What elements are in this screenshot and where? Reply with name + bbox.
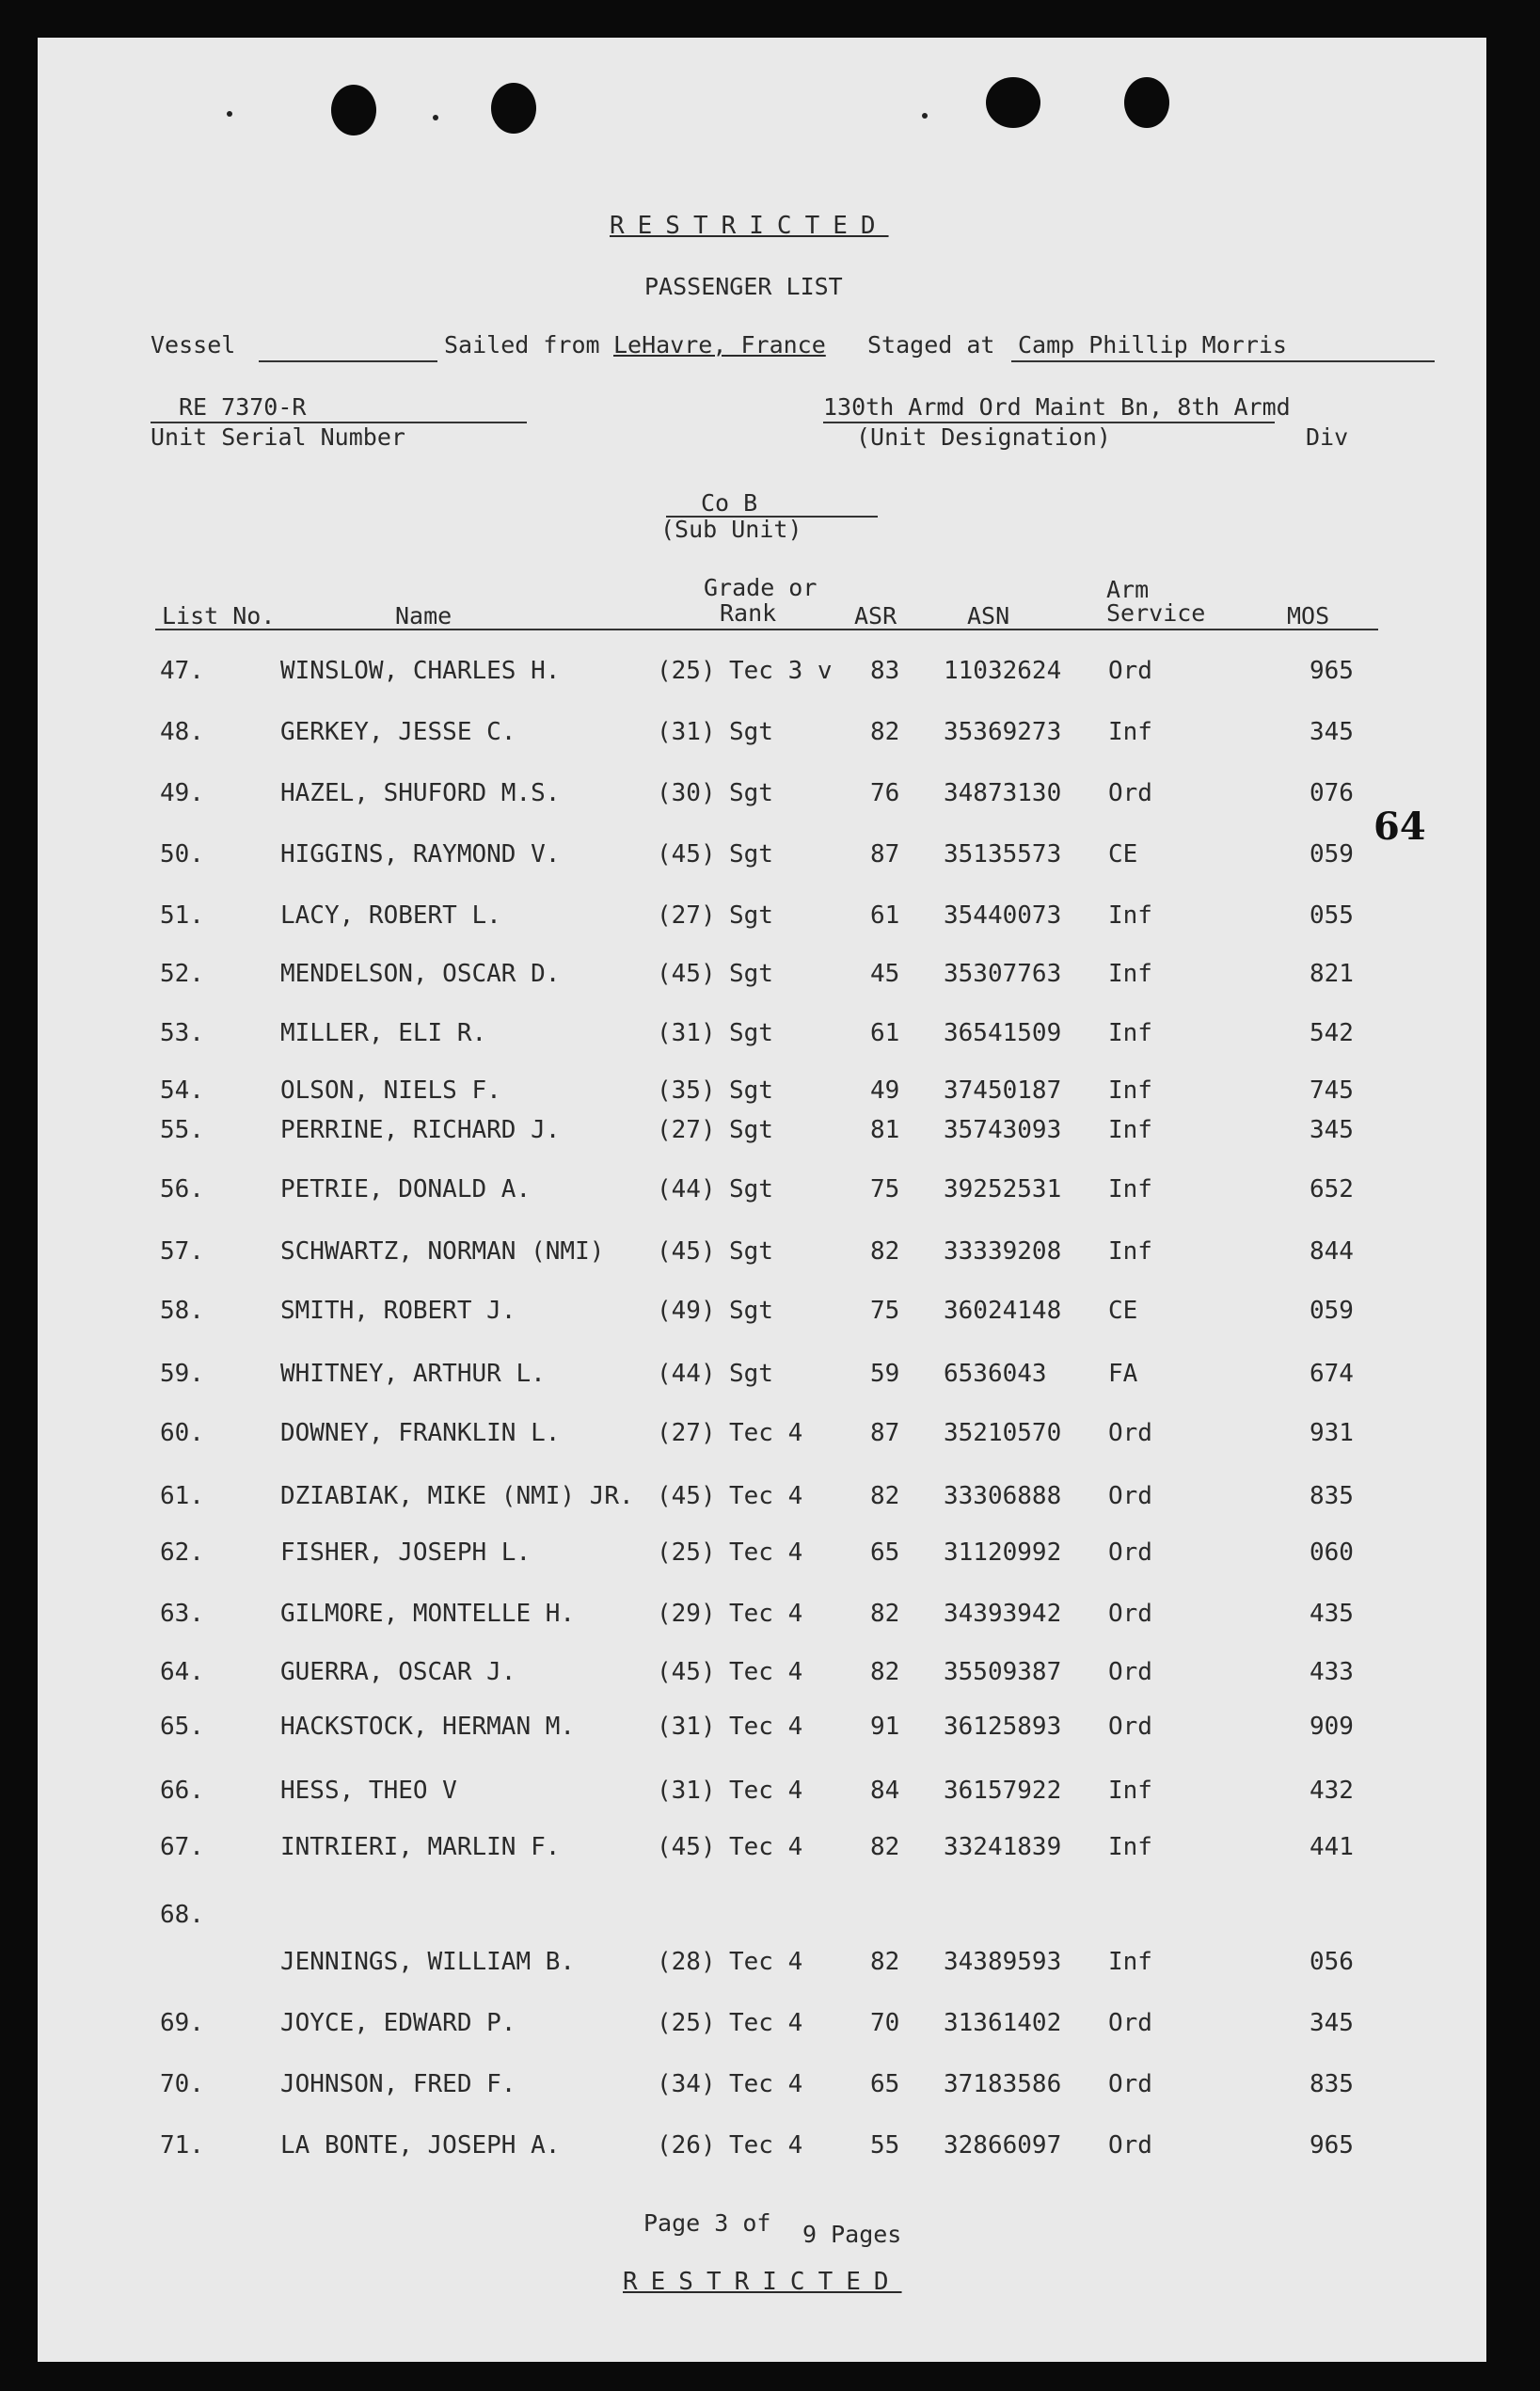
mos-code: 931: [1310, 1419, 1354, 1447]
passenger-name: LA BONTE, JOSEPH A.: [280, 2131, 561, 2160]
table-row: [38, 901, 1486, 939]
passenger-name: MENDELSON, OSCAR D.: [280, 960, 561, 988]
column-header-rule: [155, 629, 1378, 630]
list-number: 56.: [160, 1175, 204, 1203]
passenger-age: (31): [657, 1777, 716, 1805]
passenger-age: (31): [657, 1713, 716, 1741]
list-number: 66.: [160, 1777, 204, 1805]
table-row: [38, 2131, 1486, 2169]
mos-code: 432: [1310, 1777, 1354, 1805]
grade-rank: Sgt: [729, 960, 773, 988]
list-number: 48.: [160, 718, 204, 746]
passenger-name: DZIABIAK, MIKE (NMI) JR.: [280, 1482, 634, 1510]
vessel-label: Vessel: [151, 331, 236, 359]
arm-service: CE: [1108, 1297, 1138, 1325]
table-row: [38, 1600, 1486, 1637]
list-number: 69.: [160, 2009, 204, 2037]
asr-score: 82: [870, 1237, 900, 1266]
col-header-grade-line1: Grade or: [704, 574, 818, 601]
passenger-name: WINSLOW, CHARLES H.: [280, 657, 561, 685]
list-number: 53.: [160, 1019, 204, 1047]
asr-score: 65: [870, 2070, 900, 2098]
passenger-name: HAZEL, SHUFORD M.S.: [280, 779, 561, 807]
table-row: [38, 2070, 1486, 2108]
grade-rank: Tec 4: [729, 1777, 803, 1805]
passenger-age: (44): [657, 1360, 716, 1388]
table-row: [38, 718, 1486, 756]
mos-code: 433: [1310, 1658, 1354, 1686]
grade-rank: Tec 4: [729, 1538, 803, 1567]
punch-hole: [491, 83, 536, 134]
grade-rank: Sgt: [729, 1297, 773, 1325]
mos-code: 844: [1310, 1237, 1354, 1266]
sailed-from-value: LeHavre, France: [613, 331, 826, 359]
grade-rank: Sgt: [729, 840, 773, 869]
grade-rank: Tec 4: [729, 2131, 803, 2160]
passenger-name: SMITH, ROBERT J.: [280, 1297, 516, 1325]
staged-at-value: Camp Phillip Morris: [1018, 331, 1287, 359]
asr-score: 45: [870, 960, 900, 988]
mos-code: 674: [1310, 1360, 1354, 1388]
grade-rank: Tec 4: [729, 1833, 803, 1861]
table-row: [38, 1419, 1486, 1457]
grade-rank: Sgt: [729, 1116, 773, 1144]
restricted-heading-top: RESTRICTED: [610, 212, 889, 240]
arm-service: Inf: [1108, 1237, 1152, 1266]
list-number: 68.: [160, 1901, 204, 1929]
asr-score: 70: [870, 2009, 900, 2037]
list-number: 71.: [160, 2131, 204, 2160]
passenger-age: (29): [657, 1600, 716, 1628]
table-row: [38, 1901, 1486, 1985]
grade-rank: Tec 4: [729, 1658, 803, 1686]
army-serial-number: 36541509: [944, 1019, 1062, 1047]
list-number: 63.: [160, 1600, 204, 1628]
document-page: [38, 38, 1486, 2362]
table-row: [38, 1116, 1486, 1154]
passenger-age: (25): [657, 2009, 716, 2037]
passenger-age: (31): [657, 718, 716, 746]
passenger-name: GERKEY, JESSE C.: [280, 718, 516, 746]
vessel-field-line: [259, 360, 437, 362]
asr-score: 82: [870, 1482, 900, 1510]
arm-service: Ord: [1108, 1482, 1152, 1510]
table-row: [38, 1237, 1486, 1275]
army-serial-number: 33241839: [944, 1833, 1062, 1861]
col-header-arm-line1: Arm: [1106, 576, 1150, 603]
table-row: [38, 1482, 1486, 1520]
army-serial-number: 35509387: [944, 1658, 1062, 1686]
col-header-arm-line2: Service: [1106, 599, 1206, 627]
asr-score: 49: [870, 1076, 900, 1105]
passenger-name: GUERRA, OSCAR J.: [280, 1658, 516, 1686]
army-serial-number: 35135573: [944, 840, 1062, 869]
army-serial-number: 36125893: [944, 1713, 1062, 1741]
passenger-age: (45): [657, 1482, 716, 1510]
asr-score: 87: [870, 840, 900, 869]
mos-code: 055: [1310, 901, 1354, 930]
passenger-age: (31): [657, 1019, 716, 1047]
asr-score: 75: [870, 1175, 900, 1203]
asr-score: 87: [870, 1419, 900, 1447]
army-serial-number: 35210570: [944, 1419, 1062, 1447]
passenger-name: PETRIE, DONALD A.: [280, 1175, 532, 1203]
army-serial-number: 34393942: [944, 1600, 1062, 1628]
asr-score: 65: [870, 1538, 900, 1567]
arm-service: Inf: [1108, 1076, 1152, 1105]
arm-service: Inf: [1108, 1777, 1152, 1805]
passenger-age: (25): [657, 657, 716, 685]
list-number: 60.: [160, 1419, 204, 1447]
arm-service: Inf: [1108, 718, 1152, 746]
asr-score: 82: [870, 1948, 900, 1976]
passenger-name: GILMORE, MONTELLE H.: [280, 1600, 576, 1628]
passenger-age: (45): [657, 840, 716, 869]
passenger-age: (25): [657, 1538, 716, 1567]
passenger-age: (45): [657, 1237, 716, 1266]
grade-rank: Sgt: [729, 1237, 773, 1266]
mos-code: 076: [1310, 779, 1354, 807]
army-serial-number: 35440073: [944, 901, 1062, 930]
table-row: [38, 1175, 1486, 1213]
arm-service: Inf: [1108, 960, 1152, 988]
list-number: 59.: [160, 1360, 204, 1388]
pin-hole: [433, 115, 438, 120]
mos-code: 441: [1310, 1833, 1354, 1861]
list-number: 64.: [160, 1658, 204, 1686]
arm-service: Ord: [1108, 2070, 1152, 2098]
table-row: [38, 1297, 1486, 1334]
asr-score: 75: [870, 1297, 900, 1325]
mos-code: 821: [1310, 960, 1354, 988]
staged-at-label: Staged at: [867, 331, 995, 359]
col-header-mos: MOS: [1287, 602, 1330, 630]
table-row: [38, 1833, 1486, 1871]
arm-service: Ord: [1108, 2131, 1152, 2160]
passenger-name: LACY, ROBERT L.: [280, 901, 501, 930]
passenger-age: (49): [657, 1297, 716, 1325]
asr-score: 61: [870, 901, 900, 930]
list-number: 61.: [160, 1482, 204, 1510]
arm-service: Ord: [1108, 2009, 1152, 2037]
arm-service: CE: [1108, 840, 1138, 869]
mos-code: 345: [1310, 718, 1354, 746]
mos-code: 059: [1310, 1297, 1354, 1325]
mos-code: 835: [1310, 1482, 1354, 1510]
passenger-age: (26): [657, 2131, 716, 2160]
passenger-age: (45): [657, 1833, 716, 1861]
passenger-name: HACKSTOCK, HERMAN M.: [280, 1713, 576, 1741]
army-serial-number: 39252531: [944, 1175, 1062, 1203]
passenger-age: (28): [657, 1948, 716, 1976]
table-row: [38, 1658, 1486, 1696]
list-number: 47.: [160, 657, 204, 685]
passenger-age: (35): [657, 1076, 716, 1105]
army-serial-number: 35743093: [944, 1116, 1062, 1144]
col-header-asr: ASR: [854, 602, 897, 630]
grade-rank: Sgt: [729, 1175, 773, 1203]
unit-serial-value: RE 7370-R: [179, 393, 307, 421]
grade-rank: Tec 4: [729, 1948, 803, 1976]
page-total-label: 9 Pages: [802, 2221, 902, 2248]
list-number: 55.: [160, 1116, 204, 1144]
restricted-heading-bottom: RESTRICTED: [623, 2268, 902, 2296]
army-serial-number: 35307763: [944, 960, 1062, 988]
arm-service: Inf: [1108, 1175, 1152, 1203]
mos-code: 435: [1310, 1600, 1354, 1628]
mos-code: 909: [1310, 1713, 1354, 1741]
mos-code: 965: [1310, 2131, 1354, 2160]
punch-hole: [1124, 77, 1169, 128]
grade-rank: Sgt: [729, 779, 773, 807]
list-number: 70.: [160, 2070, 204, 2098]
arm-service: FA: [1108, 1360, 1138, 1388]
mos-code: 745: [1310, 1076, 1354, 1105]
arm-service: Ord: [1108, 1713, 1152, 1741]
mos-code: 345: [1310, 2009, 1354, 2037]
mos-code: 652: [1310, 1175, 1354, 1203]
list-number: 62.: [160, 1538, 204, 1567]
arm-service: Inf: [1108, 1116, 1152, 1144]
asr-score: 61: [870, 1019, 900, 1047]
list-number: 52.: [160, 960, 204, 988]
passenger-name: JOHNSON, FRED F.: [280, 2070, 516, 2098]
unit-designation-label: (Unit Designation): [856, 423, 1111, 451]
list-number: 54.: [160, 1076, 204, 1105]
asr-score: 82: [870, 1600, 900, 1628]
grade-rank: Tec 3 v: [729, 657, 833, 685]
passenger-age: (44): [657, 1175, 716, 1203]
table-row: [38, 657, 1486, 694]
punch-hole: [331, 85, 376, 135]
mos-code: 060: [1310, 1538, 1354, 1567]
grade-rank: Tec 4: [729, 2009, 803, 2037]
army-serial-number: 37450187: [944, 1076, 1062, 1105]
mos-code: 965: [1310, 657, 1354, 685]
army-serial-number: 34389593: [944, 1948, 1062, 1976]
grade-rank: Tec 4: [729, 1600, 803, 1628]
list-number: 67.: [160, 1833, 204, 1861]
table-row: [38, 840, 1486, 878]
passenger-name: PERRINE, RICHARD J.: [280, 1116, 561, 1144]
list-number: 51.: [160, 901, 204, 930]
asr-score: 81: [870, 1116, 900, 1144]
passenger-name: HESS, THEO V: [280, 1777, 457, 1805]
mos-code: 542: [1310, 1019, 1354, 1047]
asr-score: 84: [870, 1777, 900, 1805]
col-header-asn: ASN: [967, 602, 1010, 630]
grade-rank: Tec 4: [729, 1419, 803, 1447]
grade-rank: Tec 4: [729, 1482, 803, 1510]
army-serial-number: 35369273: [944, 718, 1062, 746]
table-row: [38, 1019, 1486, 1057]
army-serial-number: 31120992: [944, 1538, 1062, 1567]
staged-at-field-line: [1011, 360, 1435, 362]
unit-designation-value: 130th Armd Ord Maint Bn, 8th Armd: [823, 393, 1291, 421]
army-serial-number: 31361402: [944, 2009, 1062, 2037]
asr-score: 76: [870, 779, 900, 807]
asr-score: 55: [870, 2131, 900, 2160]
list-number: 65.: [160, 1713, 204, 1741]
col-header-grade-line2: Rank: [720, 599, 777, 627]
punch-hole: [986, 77, 1040, 128]
table-row: [38, 1538, 1486, 1576]
arm-service: Inf: [1108, 1948, 1152, 1976]
army-serial-number: 36024148: [944, 1297, 1062, 1325]
mos-code: 345: [1310, 1116, 1354, 1144]
arm-service: Ord: [1108, 1419, 1152, 1447]
passenger-age: (45): [657, 960, 716, 988]
asr-score: 59: [870, 1360, 900, 1388]
passenger-name: HIGGINS, RAYMOND V.: [280, 840, 561, 869]
list-number: 58.: [160, 1297, 204, 1325]
pin-hole: [227, 111, 232, 117]
asr-score: 91: [870, 1713, 900, 1741]
table-row: [38, 1777, 1486, 1814]
passenger-age: (27): [657, 1116, 716, 1144]
table-row: [38, 1360, 1486, 1397]
page-number-stamp: 64: [1373, 805, 1426, 849]
asr-score: 83: [870, 657, 900, 685]
passenger-name: INTRIERI, MARLIN F.: [280, 1833, 561, 1861]
arm-service: Inf: [1108, 901, 1152, 930]
passenger-name: JOYCE, EDWARD P.: [280, 2009, 516, 2037]
passenger-age: (45): [657, 1658, 716, 1686]
table-row: [38, 1713, 1486, 1750]
table-row: [38, 779, 1486, 817]
arm-service: Ord: [1108, 657, 1152, 685]
passenger-name: FISHER, JOSEPH L.: [280, 1538, 532, 1567]
army-serial-number: 37183586: [944, 2070, 1062, 2098]
mos-code: 835: [1310, 2070, 1354, 2098]
army-serial-number: 33339208: [944, 1237, 1062, 1266]
pin-hole: [922, 113, 928, 119]
mos-code: 059: [1310, 840, 1354, 869]
passenger-name: WHITNEY, ARTHUR L.: [280, 1360, 546, 1388]
passenger-age: (30): [657, 779, 716, 807]
passenger-age: (27): [657, 1419, 716, 1447]
passenger-age: (34): [657, 2070, 716, 2098]
col-header-list-no: List No.: [162, 602, 276, 630]
army-serial-number: 33306888: [944, 1482, 1062, 1510]
page-count-label: Page 3 of: [643, 2209, 771, 2237]
grade-rank: Sgt: [729, 1076, 773, 1105]
army-serial-number: 6536043: [944, 1360, 1047, 1388]
army-serial-number: 36157922: [944, 1777, 1062, 1805]
arm-service: Inf: [1108, 1019, 1152, 1047]
grade-rank: Tec 4: [729, 2070, 803, 2098]
sub-unit-value: Co B: [701, 489, 758, 517]
army-serial-number: 32866097: [944, 2131, 1062, 2160]
grade-rank: Sgt: [729, 901, 773, 930]
list-number: 50.: [160, 840, 204, 869]
asr-score: 82: [870, 718, 900, 746]
army-serial-number: 11032624: [944, 657, 1062, 685]
unit-designation-suffix: Div: [1306, 423, 1349, 451]
list-number: 49.: [160, 779, 204, 807]
passenger-name: DOWNEY, FRANKLIN L.: [280, 1419, 561, 1447]
document-title: PASSENGER LIST: [644, 273, 843, 300]
passenger-name: MILLER, ELI R.: [280, 1019, 487, 1047]
col-header-name: Name: [395, 602, 452, 630]
arm-service: Inf: [1108, 1833, 1152, 1861]
passenger-name: OLSON, NIELS F.: [280, 1076, 501, 1105]
arm-service: Ord: [1108, 779, 1152, 807]
table-row: [38, 1076, 1486, 1114]
passenger-age: (27): [657, 901, 716, 930]
sailed-from-label: Sailed from: [444, 331, 600, 359]
table-row: [38, 960, 1486, 997]
asr-score: 82: [870, 1833, 900, 1861]
list-number: 57.: [160, 1237, 204, 1266]
table-row: [38, 2009, 1486, 2047]
arm-service: Ord: [1108, 1658, 1152, 1686]
unit-serial-label: Unit Serial Number: [151, 423, 405, 451]
army-serial-number: 34873130: [944, 779, 1062, 807]
asr-score: 82: [870, 1658, 900, 1686]
arm-service: Ord: [1108, 1538, 1152, 1567]
grade-rank: Tec 4: [729, 1713, 803, 1741]
passenger-name: SCHWARTZ, NORMAN (NMI): [280, 1237, 605, 1266]
grade-rank: Sgt: [729, 718, 773, 746]
grade-rank: Sgt: [729, 1360, 773, 1388]
sub-unit-label: (Sub Unit): [660, 516, 802, 543]
grade-rank: Sgt: [729, 1019, 773, 1047]
arm-service: Ord: [1108, 1600, 1152, 1628]
passenger-name: JENNINGS, WILLIAM B.: [280, 1948, 576, 1976]
mos-code: 056: [1310, 1948, 1354, 1976]
